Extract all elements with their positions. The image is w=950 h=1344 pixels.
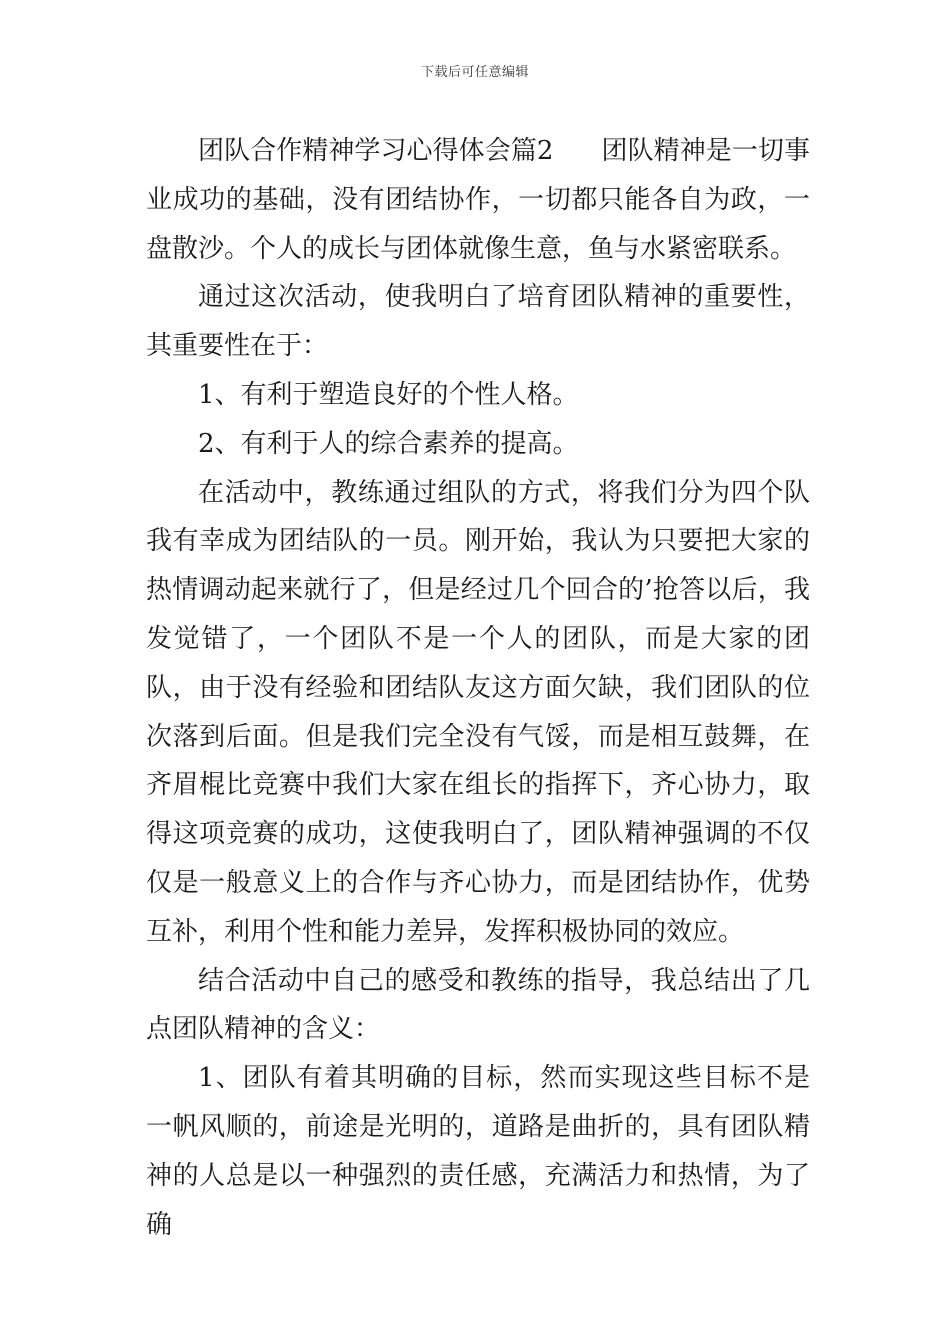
paragraph-text: 团队精神是一切事业成功的基础，没有团结协作，一切都只能各自为政，一盘散沙。个人的成长与团体就像生意，鱼与水紧密联系。 [146,136,810,264]
list-item: 2、有利于人的综合素养的提高。 [198,428,579,459]
list-item: 1、有利于塑造良好的个性人格。 [198,379,579,410]
page-header: 下载后可任意编辑 [420,65,529,80]
paragraph [146,127,810,273]
section-title: 团队合作精神学习心得体会篇2 [198,136,554,166]
document-body [146,127,810,1249]
paragraph: 通过这次活动，使我明白了培育团队精神的重要性，其重要性在于： [146,282,810,362]
list-item: 1、团队有着其明确的目标，然而实现这些目标不是一帆风顺的，前途是光明的，道路是曲折的，具有团队精神的人总是以一种强烈的责任感，充满活力和热情，为了确 [146,1063,810,1240]
paragraph: 结合活动中自己的感受和教练的指导，我总结出了几点团队精神的含义： [146,965,810,1045]
paragraph: 在活动中，教练通过组队的方式，将我们分为四个队我有幸成为团结队的一员。刚开始，我认为只要把大家的热情调动起来就行了，但是经过几个回合的’抢答以后，我发觉错了，一个团队不是一个人的团队，而是大家的团队，由于没有经验和团结队友这方面欠缺，我们团队的位次落到后面。但是我们完全没有气馁，而是相互鼓舞，在齐眉棍比竞赛中我们大家在组长的指挥下，齐心协力，取得这项竞赛的成功，这使我明白了，团队精神强调的不仅仅是一般意义上的合作与齐心协力，而是团结协作，优势互补，利用个性和能力差异，发挥积极协同的效应。 [146,477,810,947]
